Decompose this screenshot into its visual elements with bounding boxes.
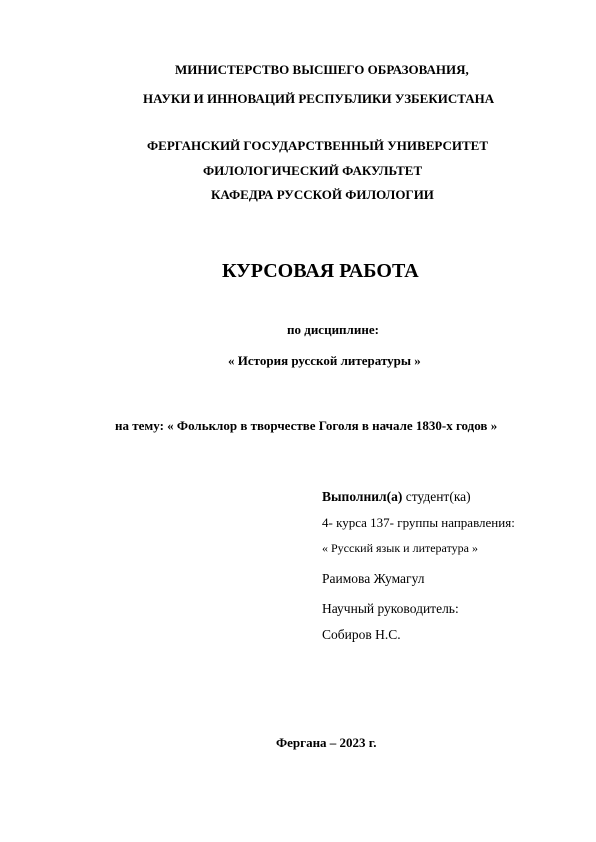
department-name: КАФЕДРА РУССКОЙ ФИЛОЛОГИИ bbox=[211, 187, 434, 202]
faculty-name: ФИЛОЛОГИЧЕСКИЙ ФАКУЛЬТЕТ bbox=[203, 163, 423, 178]
discipline-label: по дисциплине: bbox=[287, 322, 379, 337]
author-name: Раимова Жумагул bbox=[322, 571, 425, 586]
ministry-line-2: НАУКИ И ИННОВАЦИЙ РЕСПУБЛИКИ УЗБЕКИСТАНА bbox=[143, 91, 495, 106]
performed-line bbox=[322, 490, 471, 504]
city-year: Фергана – 2023 г. bbox=[276, 735, 377, 750]
discipline-name: « История русской литературы » bbox=[228, 353, 421, 368]
supervisor-name: Собиров Н.С. bbox=[322, 627, 401, 642]
performed-label: Выполнил(а) bbox=[322, 489, 403, 504]
page-title: КУРСОВАЯ РАБОТА bbox=[222, 260, 419, 282]
ministry-line-1: МИНИСТЕРСТВО ВЫСШЕГО ОБРАЗОВАНИЯ, bbox=[175, 62, 469, 77]
supervisor-label: Научный руководитель: bbox=[322, 601, 459, 616]
direction-name: « Русский язык и литература » bbox=[322, 541, 478, 555]
performed-role: студент(ка) bbox=[402, 489, 471, 504]
university-name: ФЕРГАНСКИЙ ГОСУДАРСТВЕННЫЙ УНИВЕРСИТЕТ bbox=[147, 138, 488, 153]
course-line: 4- курса 137- группы направления: bbox=[322, 515, 515, 530]
topic: на тему: « Фольклор в творчестве Гоголя в начале 1830-х годов » bbox=[115, 418, 498, 433]
